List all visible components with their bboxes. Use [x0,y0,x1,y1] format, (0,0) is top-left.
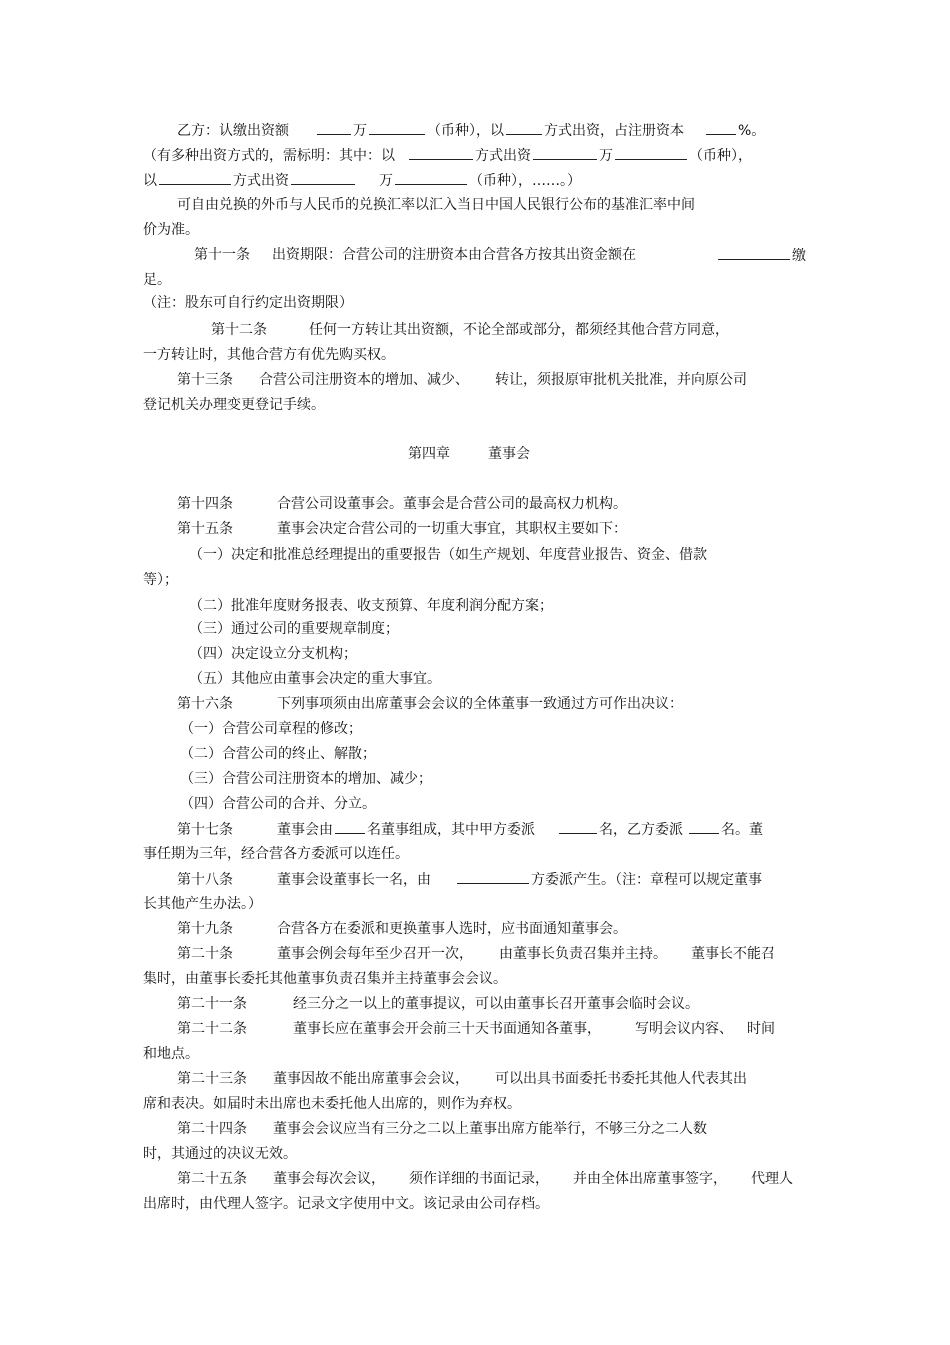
article-11-blank [716,245,806,266]
article-number: 第十八条 [177,872,233,888]
article-16 [177,694,683,714]
blank-field [506,120,542,135]
article-14 [177,494,627,514]
exchange-rate-line-1: 可自由兑换的外币与人民币的兑换汇率以汇入当日中国人民银行公布的基准汇率中间 [177,197,695,213]
blank-field [291,170,355,185]
article-19 [177,919,627,939]
text: 合营各方在委派和更换董事人选时，应书面通知董事会。 [277,921,627,937]
article-22-line-2: 和地点。 [143,1046,199,1062]
article-17-line-2: 事任期为三年，经合营各方委派可以连任。 [143,846,409,862]
article-18-line-1 [177,869,762,890]
article-number: 第十七条 [177,822,233,838]
text: 董事长应在董事会开会前三十天书面通知各董事， [293,1021,601,1037]
text: 董事因故不能出席董事会会议， [273,1071,469,1087]
text: 董事会例会每年至少召开一次， [277,946,473,962]
text: 乙方：认缴出资额 [177,123,289,139]
blank-field [689,819,719,834]
article-16-item-4: （四）合营公司的合并、分立。 [180,796,376,812]
article-25-line-2: 出席时，由代理人签字。记录文字使用中文。该记录由公司存档。 [143,1196,549,1212]
text: （有多种出资方式的，需标明：其中：以 [143,148,395,164]
blank-field [395,170,467,185]
article-number: 第十四条 [177,496,233,512]
blank-field [369,120,425,135]
blank-field [457,869,529,884]
article-number: 第十六条 [177,696,233,712]
article-15 [177,519,627,539]
article-15-item-1-cont: 等）； [143,572,178,588]
article-15-item-1: （一）决定和批准总经理提出的重要报告（如生产规划、年度营业报告、资金、借款 [189,547,707,563]
text: 由董事长负责召集并主持。 [499,946,667,962]
text: 下列事项须由出席董事会会议的全体董事一致通过方可作出决议： [277,696,683,712]
text: 写明会议内容、 [635,1021,733,1037]
blank-field [559,819,597,834]
text: 合营公司设董事会。董事会是合营公司的最高权力机构。 [277,496,627,512]
text: 代理人 [751,1171,793,1187]
blank-field [409,145,473,160]
article-number: 第二十三条 [177,1071,247,1087]
text: 方式出资 [233,173,289,189]
blank-field [718,245,790,260]
article-12-line-1 [211,320,729,340]
text: 并由全体出席董事签字， [573,1171,727,1187]
article-20-line-1 [177,944,775,964]
article-15-item-4: （四）决定设立分支机构； [189,646,357,662]
article-15-item-2: （二）批准年度财务报表、收支预算、年度利润分配方案； [189,598,553,614]
article-number: 第二十四条 [177,1121,247,1137]
blank-field [706,120,736,135]
text: 方式出资，占注册资本 [544,123,684,139]
text: 董事会每次会议， [273,1171,385,1187]
text: 董事会决定合营公司的一切重大事宜，其职权主要如下： [277,521,627,537]
article-16-item-1: （一）合营公司章程的修改； [180,721,362,737]
blank-field [159,170,231,185]
article-number: 第十二条 [211,322,267,338]
exchange-rate-line-2: 价为准。 [143,222,199,238]
article-number: 第二十五条 [177,1171,247,1187]
article-number: 第十三条 [177,372,233,388]
article-number: 第二十条 [177,946,233,962]
article-17-line-1 [177,819,763,840]
text: 万 [379,173,393,189]
text: 万 [353,123,367,139]
text: 可以出具书面委托书委托其他人代表其出 [495,1071,747,1087]
article-11-line-2: 足。 [143,272,171,288]
article-number: 第二十一条 [177,996,247,1012]
chapter-title: 董事会 [488,446,530,462]
article-20-line-2: 集时，由董事长委托其他董事负责召集并主持董事会会议。 [143,971,507,987]
article-22-line-1 [177,1019,775,1039]
article-number: 第十五条 [177,521,233,537]
text: 方式出资 [475,148,531,164]
text: 方委派产生。（注：章程可以规定董事 [531,872,762,888]
party-b-line-3 [143,170,581,191]
article-16-item-3: （三）合营公司注册资本的增加、减少； [180,771,432,787]
article-13-line-1 [177,370,747,390]
blank-field [335,819,365,834]
text: %。 [738,123,766,139]
article-15-item-5: （五）其他应由董事会决定的重大事宜。 [189,671,441,687]
party-b-line-2 [143,145,752,166]
text: 董事会会议应当有三分之二以上董事出席方能举行，不够三分之二人数 [273,1121,707,1137]
text: 万 [599,148,613,164]
text: （币种）， [689,148,752,164]
article-23-line-1 [177,1069,747,1089]
text: 董事会设董事长一名，由 [277,872,431,888]
article-16-item-2: （二）合营公司的终止、解散； [180,746,376,762]
text: 董事长不能召 [691,946,775,962]
party-b-line-1 [177,120,765,141]
text: 任何一方转让其出资额，不论全部或部分，都须经其他合营方同意， [309,322,729,338]
blank-field [533,145,597,160]
text: 转让，须报原审批机关批准，并向原公司 [495,372,747,388]
chapter-number: 第四章 [408,446,450,462]
article-25-line-1 [177,1169,793,1189]
text: 时间 [747,1021,775,1037]
article-11-note: （注：股东可自行约定出资期限） [143,295,353,311]
article-18-line-2: 长其他产生办法。） [143,896,262,912]
article-number: 第十九条 [177,921,233,937]
article-number: 第二十二条 [177,1021,247,1037]
text: 出资期限：合营公司的注册资本由合营各方按其出资金额在 [272,247,636,263]
text: （币种），以 [427,123,504,139]
text: 董事会由 [277,822,333,838]
article-24-line-2: 时，其通过的决议无效。 [143,1146,297,1162]
article-13-line-2: 登记机关办理变更登记手续。 [143,397,325,413]
article-number: 第十一条 [194,247,250,263]
chapter-heading [408,444,530,464]
text: 合营公司注册资本的增加、减少、 [259,372,469,388]
article-23-line-2: 席和表决。如届时未出席也未委托他人出席的，则作为弃权。 [143,1096,521,1112]
text: 名。董 [721,822,763,838]
text: 名董事组成，其中甲方委派 [367,822,535,838]
text: 名，乙方委派 [599,822,683,838]
article-11-line-1 [194,245,636,265]
blank-field [317,120,351,135]
article-21 [177,994,699,1014]
text: 须作详细的书面记录， [409,1171,549,1187]
article-15-item-3: （三）通过公司的重要规章制度； [189,621,399,637]
article-24-line-1 [177,1119,707,1139]
blank-field [615,145,687,160]
text: （币种），……。） [469,173,581,189]
text: 以 [143,173,157,189]
article-12-line-2: 一方转让时，其他合营方有优先购买权。 [143,347,395,363]
text: 缴 [792,248,806,264]
text: 经三分之一以上的董事提议，可以由董事长召开董事会临时会议。 [293,996,699,1012]
